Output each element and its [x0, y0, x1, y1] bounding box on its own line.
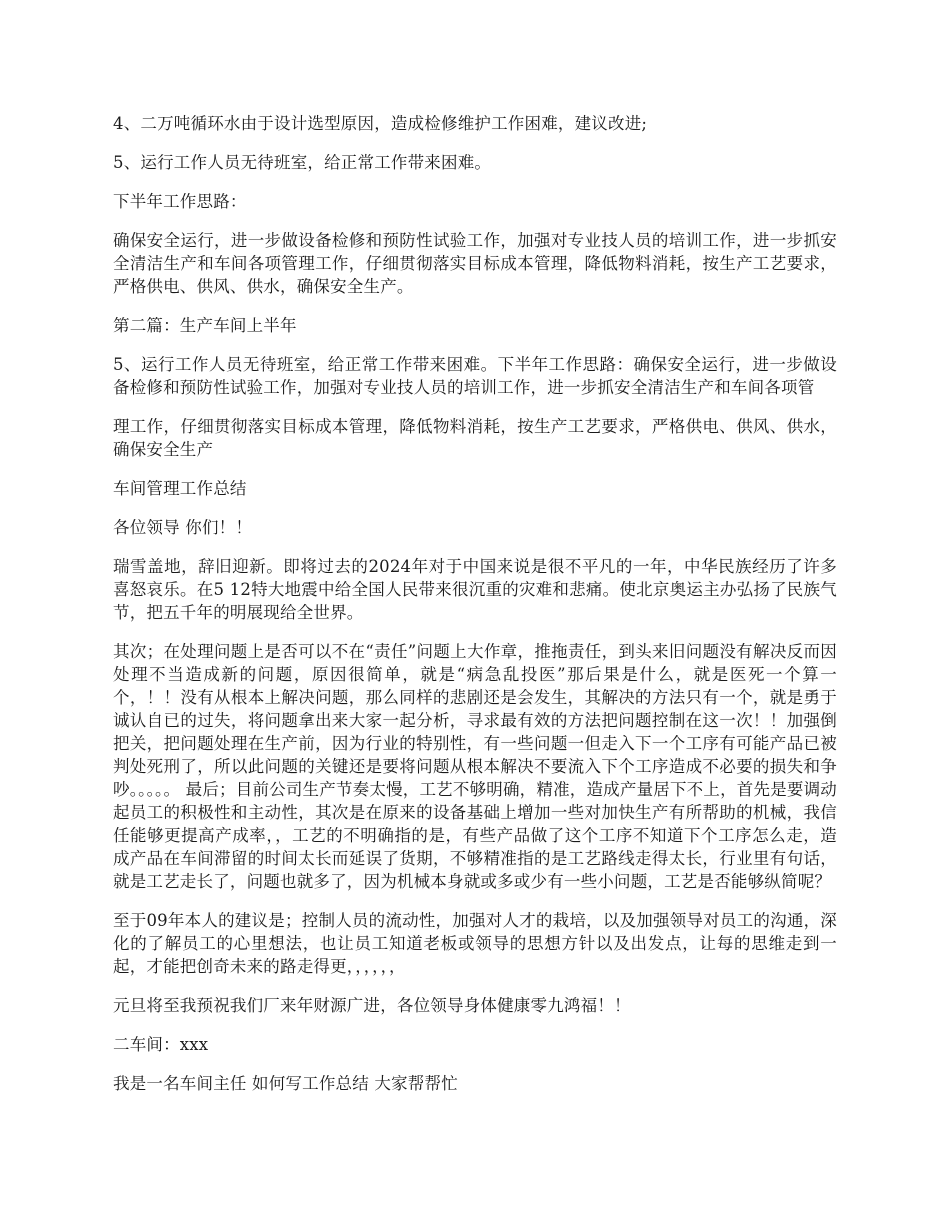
paragraph-problem-handling: 其次；在处理问题上是否可以不在“责任”问题上大作章，推拖责任，到头来旧问题没有解决反而因处理不当造成新的问题，原因很简单，就是“病急乱投医”那后果是什么，就是医死一个算一个，！！没有从根本上解决问题，那么同样的悲剧还是会发生，其解决的方法只有一个，就是勇于诚认自已的过失，将问题拿出来大家一起分析，寻求最有效的方法把问题控制在这一次！！加强倒把关，把问题处理在生产前，因为行业的特别性，有一些问题一但走入下一个工序有可能产品已被判处死刑了，所以此问题的关键还是要将问题从根本解决不要流入下个工序造成不必要的损失和争吵。。。。。 最后；目前公司生产节奏太慢，工艺不够明确，精准，造成产量居下不上，首先是要调动起员工的积极性和主动性，其次是在原来的设备基础上增加一些对加快生产有所帮助的机械，我信任能够更提高产成率，，工艺的不明确指的是，有些产品做了这个工序不知道下个工序怎么走，造成产品在车间滞留的时间太长而延误了货期，不够精准指的是工艺路线走得太长，行业里有句话，就是工艺走长了，问题也就多了，因为机械本身就或多或少有一些小问题，工艺是否能够纵简呢？ [113, 642, 837, 891]
section-heading-chapter-two: 第二篇：生产车间上半年 [113, 316, 297, 335]
paragraph-suggestions: 至于09年本人的建议是；控制人员的流动性，加强对人才的栽培，以及加强领导对员工的沟通，深化的了解员工的心里想法，也让员工知道老板或领导的思想方针以及出发点，让每的思维走到一起，才能把创奇未来的路走得更，，，，，， [113, 911, 837, 976]
paragraph-greeting: 各位领导 你们！！ [113, 518, 253, 537]
paragraph-new-year-intro: 瑞雪盖地，辞旧迎新。即将过去的2024年对于中国来说是很不平凡的一年，中华民族经历了许多喜怒哀乐。在5 12特大地震中给全国人民带来很沉重的灾难和悲痛。使北京奥运主办弘扬了民族气节，把五千年的明展现给全世界。 [113, 557, 837, 622]
section-heading-second-half-plan: 下半年工作思路： [113, 192, 247, 211]
paragraph-new-year-wishes: 元旦将至我预祝我们厂来年财源广进，各位领导身体健康零九鸿福！！ [113, 996, 631, 1015]
paragraph-chapter-two-part-two: 理工作，仔细贯彻落实目标成本管理，降低物料消耗，按生产工艺要求，严格供电、供风、供水，确保安全生产 [113, 417, 837, 459]
paragraph-signature: 二车间：xxx [113, 1035, 209, 1054]
paragraph-plan-body: 确保安全运行，进一步做设备检修和预防性试验工作，加强对专业技人员的培训工作，进一步抓安全清洁生产和车间各项管理工作，仔细贯彻落实目标成本管理，降低物料消耗，按生产工艺要求，严格供电、供风、供水，确保安全生产。 [113, 231, 837, 296]
paragraph-chapter-two-part-one: 5、运行工作人员无待班室，给正常工作带来困难。下半年工作思路：确保安全运行，进一步做设备检修和预防性试验工作，加强对专业技人员的培训工作，进一步抓安全清洁生产和车间各项管 [113, 355, 837, 397]
paragraph-item-5: 5、运行工作人员无待班室，给正常工作带来困难。 [113, 153, 492, 172]
section-heading-workshop-summary: 车间管理工作总结 [113, 479, 247, 498]
paragraph-item-4: 4、二万吨循环水由于设计选型原因，造成检修维护工作困难，建议改进; [113, 114, 648, 133]
paragraph-closing-question: 我是一名车间主任 如何写工作总结 大家帮帮忙 [113, 1074, 458, 1093]
